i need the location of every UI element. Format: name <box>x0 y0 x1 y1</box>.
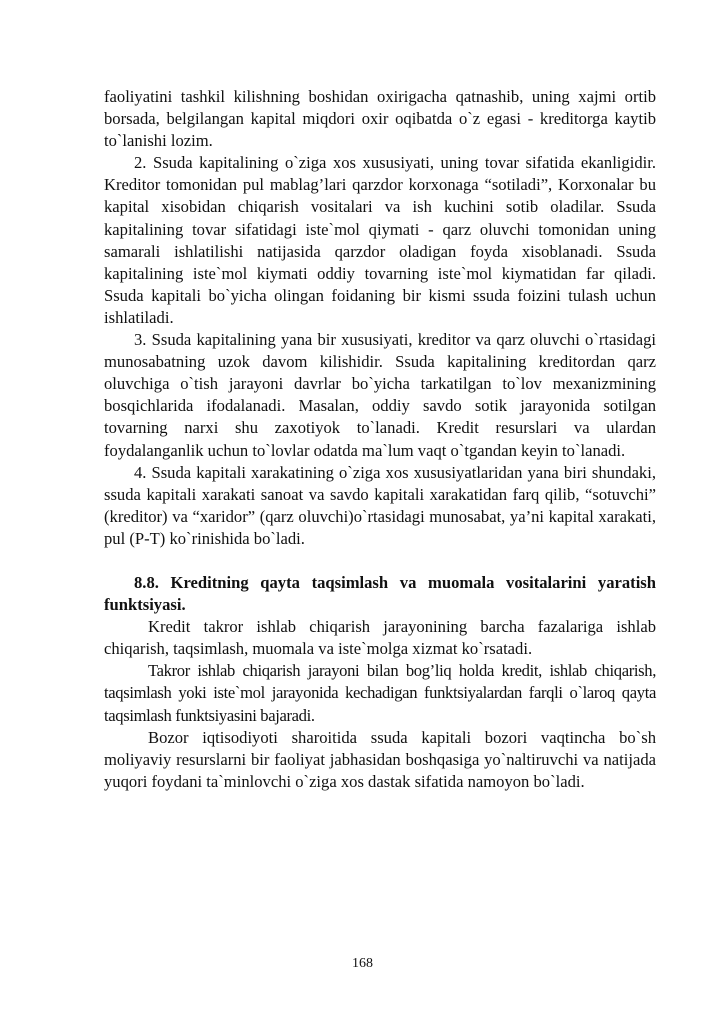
paragraph-redistribution: Takror ishlab chiqarish jarayoni bilan bog’liq holda kredit, ishlab chiqarish, taqsimlash yoki iste`mol jarayonida kechadigan funktsiyalardan farqli o`laroq qayta taqsimlash funktsiyasini bajaradi. <box>104 661 656 725</box>
paragraph-point-4: 4. Ssuda kapitali xarakatining o`ziga xos xususiyatlaridan yana biri shundaki, ssuda kapitali xarakati sanoat va savdo kapitali xarakatidan farq qilib, “sotuvchi” (kreditor) va “xaridor” (qarz oluvchi)o`rtasidagi munosabat, ya’ni kapital xarakati, pul (P-T) ko`rinishida bo`ladi. <box>104 462 656 548</box>
paragraph-continuation: faoliyatini tashkil kilishning boshidan oxirigacha qatnashib, uning xajmi ortib borsada, belgilangan kapital miqdori oxir oqibatda o`z egasi - kreditorga kaytib to`lanishi lozim. <box>104 87 656 151</box>
paragraph-point-3: 3. Ssuda kapitalining yana bir xususiyati, kreditor va qarz oluvchi o`rtasidagi munosabatning uzok davom kilishidir. Ssuda kapitalining kreditordan qarz oluvchiga o`tish jarayoni davrlar bo`yicha tarkatilgan to`lov mexanizmining bosqichlarida ifodalanadi. Masalan, oddiy savdo sotik jarayonida sotilgan tovarning narxi shu zaxotiyok to`lanadi. Kredit resurslari va ulardan foydalanganlik uchun to`lovlar odatda ma`lum vaqt o`tgandan keyin to`lanadi. <box>104 330 656 460</box>
paragraph-credit-phases: Kredit takror ishlab chiqarish jarayonining barcha fazalariga ishlab chiqarish, taqsimlash, muomala va iste`molga xizmat ko`rsatadi. <box>104 617 656 659</box>
page-number: 168 <box>352 956 373 971</box>
paragraph-point-2: 2. Ssuda kapitalining o`ziga xos xususiyati, uning tovar sifatida ekanligidir. Kreditor tomonidan pul mablag’lari qarzdor korxonaga “sotiladi”, Korxonalar bu kapital xisobidan chiqarish vositalari va ish kuchini sotib oladilar. Ssuda kapitalining tovar sifatidagi iste`mol qiymati - qarz oluvchi tomonidan uning samarali ishlatilishi natijasida qarzdor oladigan foyda xisoblanadi. Ssuda kapitalining iste`mol kiymati oddiy tovarning iste`mol kiymatidan far qiladi. Ssuda kapitali bo`yicha olingan foidaning bir kismi ssuda foizini tulash uchun ishlatiladi. <box>104 153 656 327</box>
document-page <box>104 86 656 793</box>
paragraph-market-economy: Bozor iqtisodiyoti sharoitida ssuda kapitali bozori vaqtincha bo`sh moliyaviy resurslarni bir faoliyat jabhasidan boshqasiga yo`naltiruvchi va natijada yuqori foydani ta`minlovchi o`ziga xos dastak sifatida namoyon bo`ladi. <box>104 727 656 791</box>
section-heading: 8.8. Kreditning qayta taqsimlash va muomala vositalarini yaratish funktsiyasi. <box>104 572 656 615</box>
